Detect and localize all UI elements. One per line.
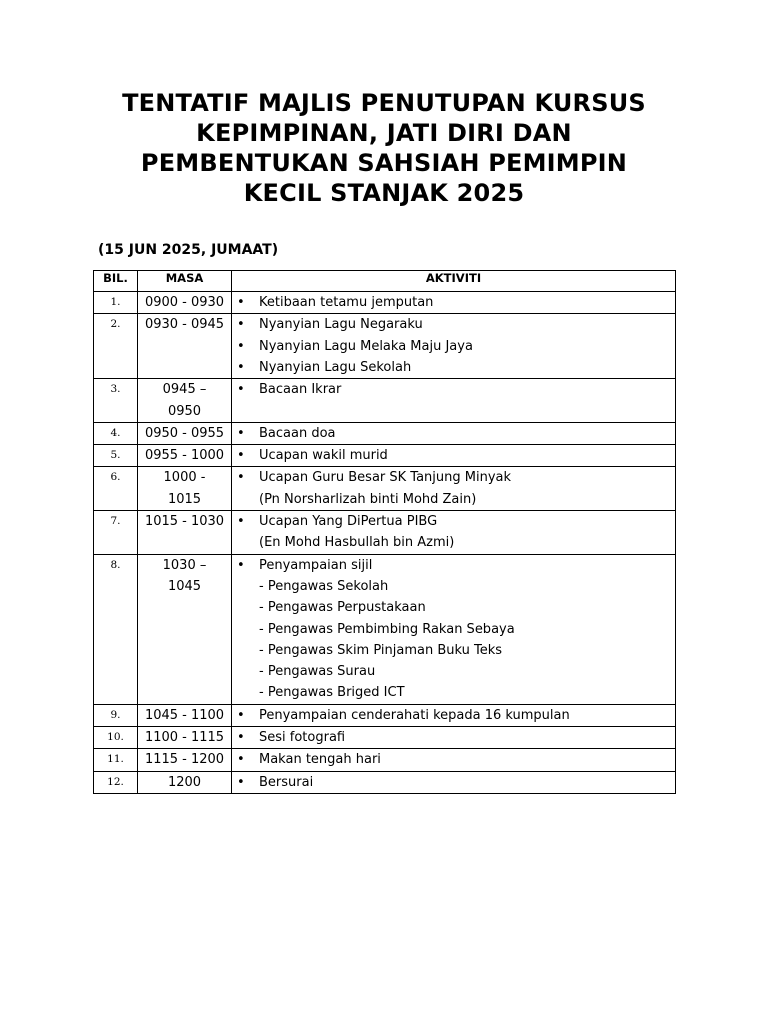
table-row — [94, 554, 676, 704]
bullet-icon — [237, 749, 245, 770]
time-line: 1115 - 1200 — [144, 752, 225, 768]
table-row — [94, 445, 676, 467]
activity-text: Makan tengah hari — [259, 752, 381, 768]
time-line: 0950 — [167, 403, 202, 419]
time-line: 1000 - — [163, 470, 206, 486]
time-line: 1045 — [167, 578, 202, 594]
bullet-icon — [237, 423, 245, 444]
bullet-icon — [237, 727, 245, 748]
table-row — [94, 292, 676, 314]
row-time — [138, 704, 232, 726]
activity-line — [232, 640, 675, 661]
title-line-1: TENTATIF MAJLIS PENUTUPAN KURSUS — [122, 89, 646, 117]
time-line: 1015 — [167, 491, 202, 507]
activity-text: - Pengawas Skim Pinjaman Buku Teks — [259, 642, 503, 658]
activity-text: Ketibaan tetamu jemputan — [259, 295, 434, 310]
header-masa: MASA — [138, 271, 232, 292]
table-row — [94, 704, 676, 726]
activity-text: - Pengawas Perpustakaan — [259, 600, 426, 616]
row-time — [138, 314, 232, 379]
title-line-4: KECIL STANJAK 2025 — [243, 179, 525, 207]
activity-line — [232, 661, 675, 682]
row-activity — [232, 445, 676, 467]
title-line-3: PEMBENTUKAN SAHSIAH PEMIMPIN — [140, 149, 628, 177]
row-number: 9. — [94, 704, 138, 726]
row-number: 11. — [94, 749, 138, 771]
table-header-row — [94, 271, 676, 292]
activity-line — [232, 511, 675, 532]
row-time — [138, 379, 232, 423]
table-row — [94, 511, 676, 555]
activity-text: Ucapan Guru Besar SK Tanjung Minyak — [259, 470, 512, 486]
time-line: 1200 — [167, 774, 202, 790]
activity-text: Sesi fotografi — [259, 730, 346, 746]
time-line: 1030 – — [162, 557, 207, 573]
activity-line — [232, 619, 675, 640]
activity-line — [232, 292, 675, 313]
activity-line — [232, 336, 675, 357]
table-row — [94, 727, 676, 749]
bullet-icon — [237, 357, 245, 378]
activity-line — [232, 489, 675, 510]
activity-line — [232, 597, 675, 618]
row-number: 1. — [94, 292, 138, 314]
bullet-icon — [237, 705, 245, 726]
row-number: 10. — [94, 727, 138, 749]
activity-line — [232, 705, 675, 726]
row-number: 6. — [94, 467, 138, 511]
row-activity — [232, 704, 676, 726]
row-time — [138, 749, 232, 771]
row-time — [138, 467, 232, 511]
row-activity — [232, 422, 676, 444]
row-number: 8. — [94, 554, 138, 704]
time-line: 1045 - 1100 — [144, 707, 225, 723]
row-number: 5. — [94, 445, 138, 467]
activity-line — [232, 749, 675, 770]
activity-line — [232, 445, 675, 466]
activity-line — [232, 379, 675, 400]
row-activity — [232, 467, 676, 511]
row-number: 12. — [94, 771, 138, 793]
row-activity — [232, 379, 676, 423]
bullet-icon — [237, 379, 245, 400]
row-number: 3. — [94, 379, 138, 423]
activity-line — [232, 576, 675, 597]
time-line: 0900 - 0930 — [144, 295, 225, 310]
row-activity — [232, 727, 676, 749]
activity-text: - Pengawas Surau — [259, 664, 376, 680]
activity-text: Bacaan doa — [259, 425, 336, 441]
activity-text: Penyampaian sijil — [259, 557, 373, 573]
bullet-icon — [237, 445, 245, 466]
activity-line — [232, 423, 675, 444]
table-row — [94, 771, 676, 793]
header-bil: BIL. — [94, 271, 138, 292]
time-line: 0945 – — [162, 382, 207, 398]
row-number: 2. — [94, 314, 138, 379]
bullet-icon — [237, 772, 245, 793]
time-line: 0950 - 0955 — [144, 425, 225, 441]
row-activity — [232, 292, 676, 314]
table-row — [94, 379, 676, 423]
activity-line — [232, 682, 675, 703]
row-time — [138, 511, 232, 555]
row-activity — [232, 511, 676, 555]
row-activity — [232, 314, 676, 379]
bullet-icon — [237, 314, 245, 335]
activity-line — [232, 314, 675, 335]
activity-text: Nyanyian Lagu Sekolah — [259, 359, 412, 375]
time-line: 0930 - 0945 — [144, 317, 225, 333]
row-time — [138, 292, 232, 314]
row-number: 7. — [94, 511, 138, 555]
table-row — [94, 749, 676, 771]
activity-line — [232, 532, 675, 553]
time-line: 1100 - 1115 — [144, 730, 225, 746]
time-line: 1015 - 1030 — [144, 514, 225, 530]
row-activity — [232, 771, 676, 793]
title-line-2: KEPIMPINAN, JATI DIRI DAN — [196, 119, 572, 147]
activity-text: Ucapan Yang DiPertua PIBG — [259, 514, 438, 530]
table-row — [94, 467, 676, 511]
row-number: 4. — [94, 422, 138, 444]
schedule-body — [94, 292, 676, 794]
activity-text: - Pengawas Briged ICT — [259, 685, 405, 701]
activity-line — [232, 467, 675, 488]
activity-text: Nyanyian Lagu Negaraku — [259, 317, 423, 333]
header-aktiviti: AKTIVITI — [232, 271, 676, 292]
row-time — [138, 422, 232, 444]
row-activity — [232, 749, 676, 771]
table-row — [94, 422, 676, 444]
activity-text: - Pengawas Sekolah — [259, 578, 389, 594]
bullet-icon — [237, 336, 245, 357]
activity-text: (En Mohd Hasbullah bin Azmi) — [259, 535, 455, 551]
document-title — [60, 88, 708, 208]
row-time — [138, 445, 232, 467]
activity-text: Bersurai — [259, 774, 314, 790]
row-time — [138, 554, 232, 704]
row-activity — [232, 554, 676, 704]
bullet-icon — [237, 511, 245, 532]
time-line: 0955 - 1000 — [144, 448, 225, 464]
event-date: (15 JUN 2025, JUMAAT) — [98, 242, 279, 258]
activity-line — [232, 357, 675, 378]
bullet-icon — [237, 555, 245, 576]
activity-text: (Pn Norsharlizah binti Mohd Zain) — [259, 491, 477, 507]
activity-line — [232, 727, 675, 748]
activity-text: Ucapan wakil murid — [259, 448, 388, 464]
activity-text: Nyanyian Lagu Melaka Maju Jaya — [259, 338, 473, 354]
activity-text: - Pengawas Pembimbing Rakan Sebaya — [259, 621, 515, 637]
bullet-icon — [237, 292, 245, 313]
activity-text: Bacaan Ikrar — [259, 382, 342, 398]
bullet-icon — [237, 467, 245, 488]
activity-line — [232, 555, 675, 576]
row-time — [138, 727, 232, 749]
activity-text: Penyampaian cenderahati kepada 16 kumpulan — [259, 707, 570, 723]
activity-line — [232, 772, 675, 793]
row-time — [138, 771, 232, 793]
schedule-table — [93, 270, 676, 794]
table-row — [94, 314, 676, 379]
